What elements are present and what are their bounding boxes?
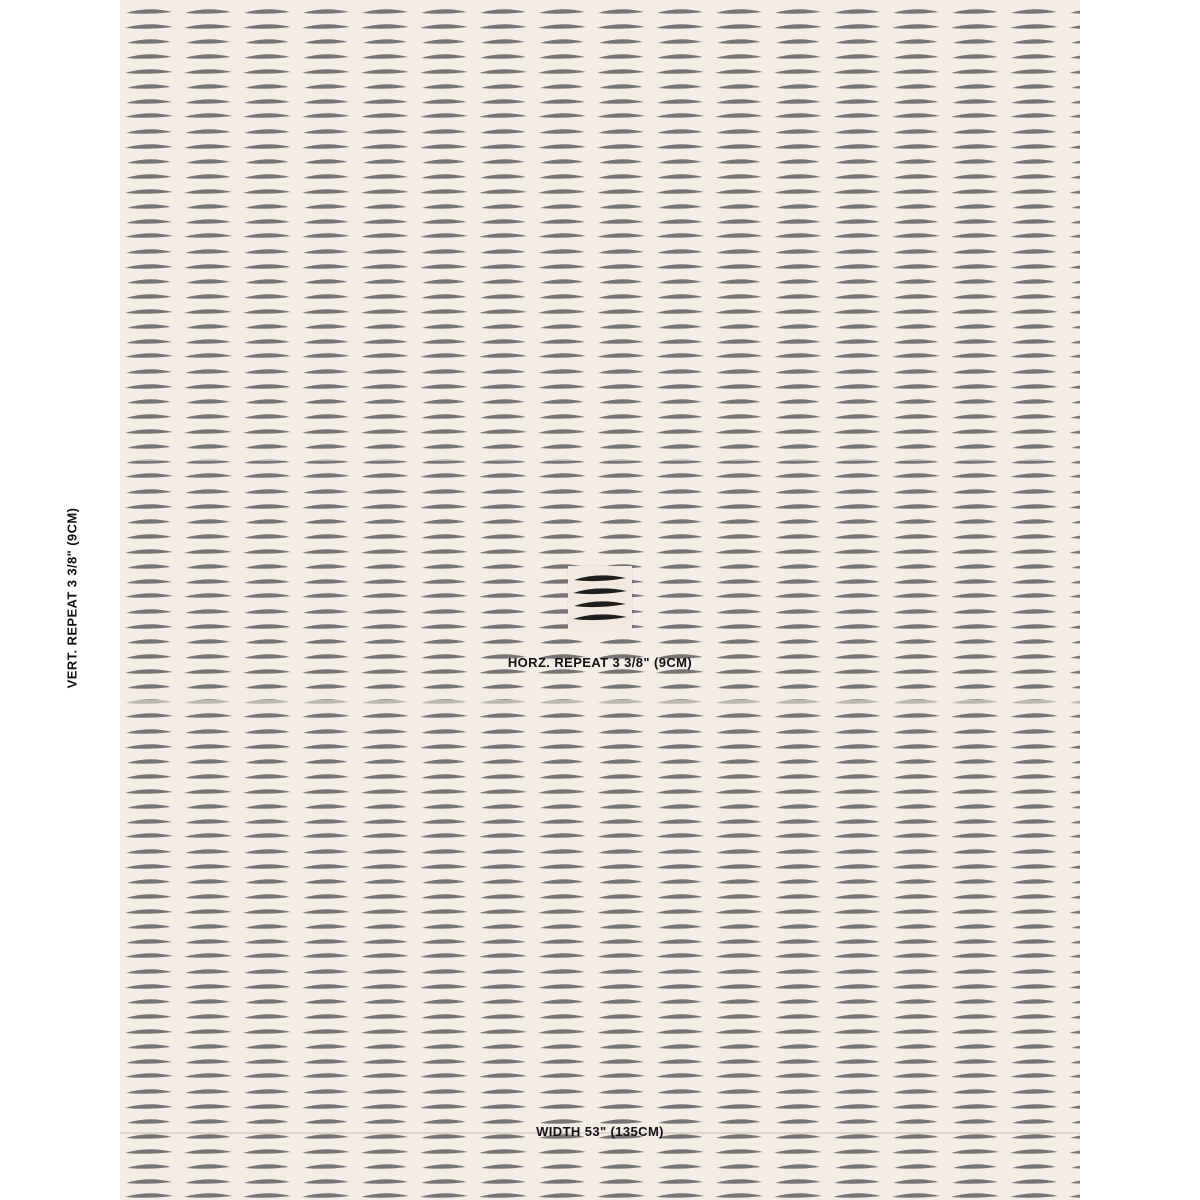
repeat-swatch-graphic <box>568 566 632 630</box>
vertical-repeat-label: VERT. REPEAT 3 3/8" (9CM) <box>64 507 80 689</box>
repeat-swatch <box>568 566 632 630</box>
horizontal-repeat-label: HORZ. REPEAT 3 3/8" (9CM) <box>507 655 693 670</box>
width-label: WIDTH 53" (135CM) <box>536 1124 664 1139</box>
